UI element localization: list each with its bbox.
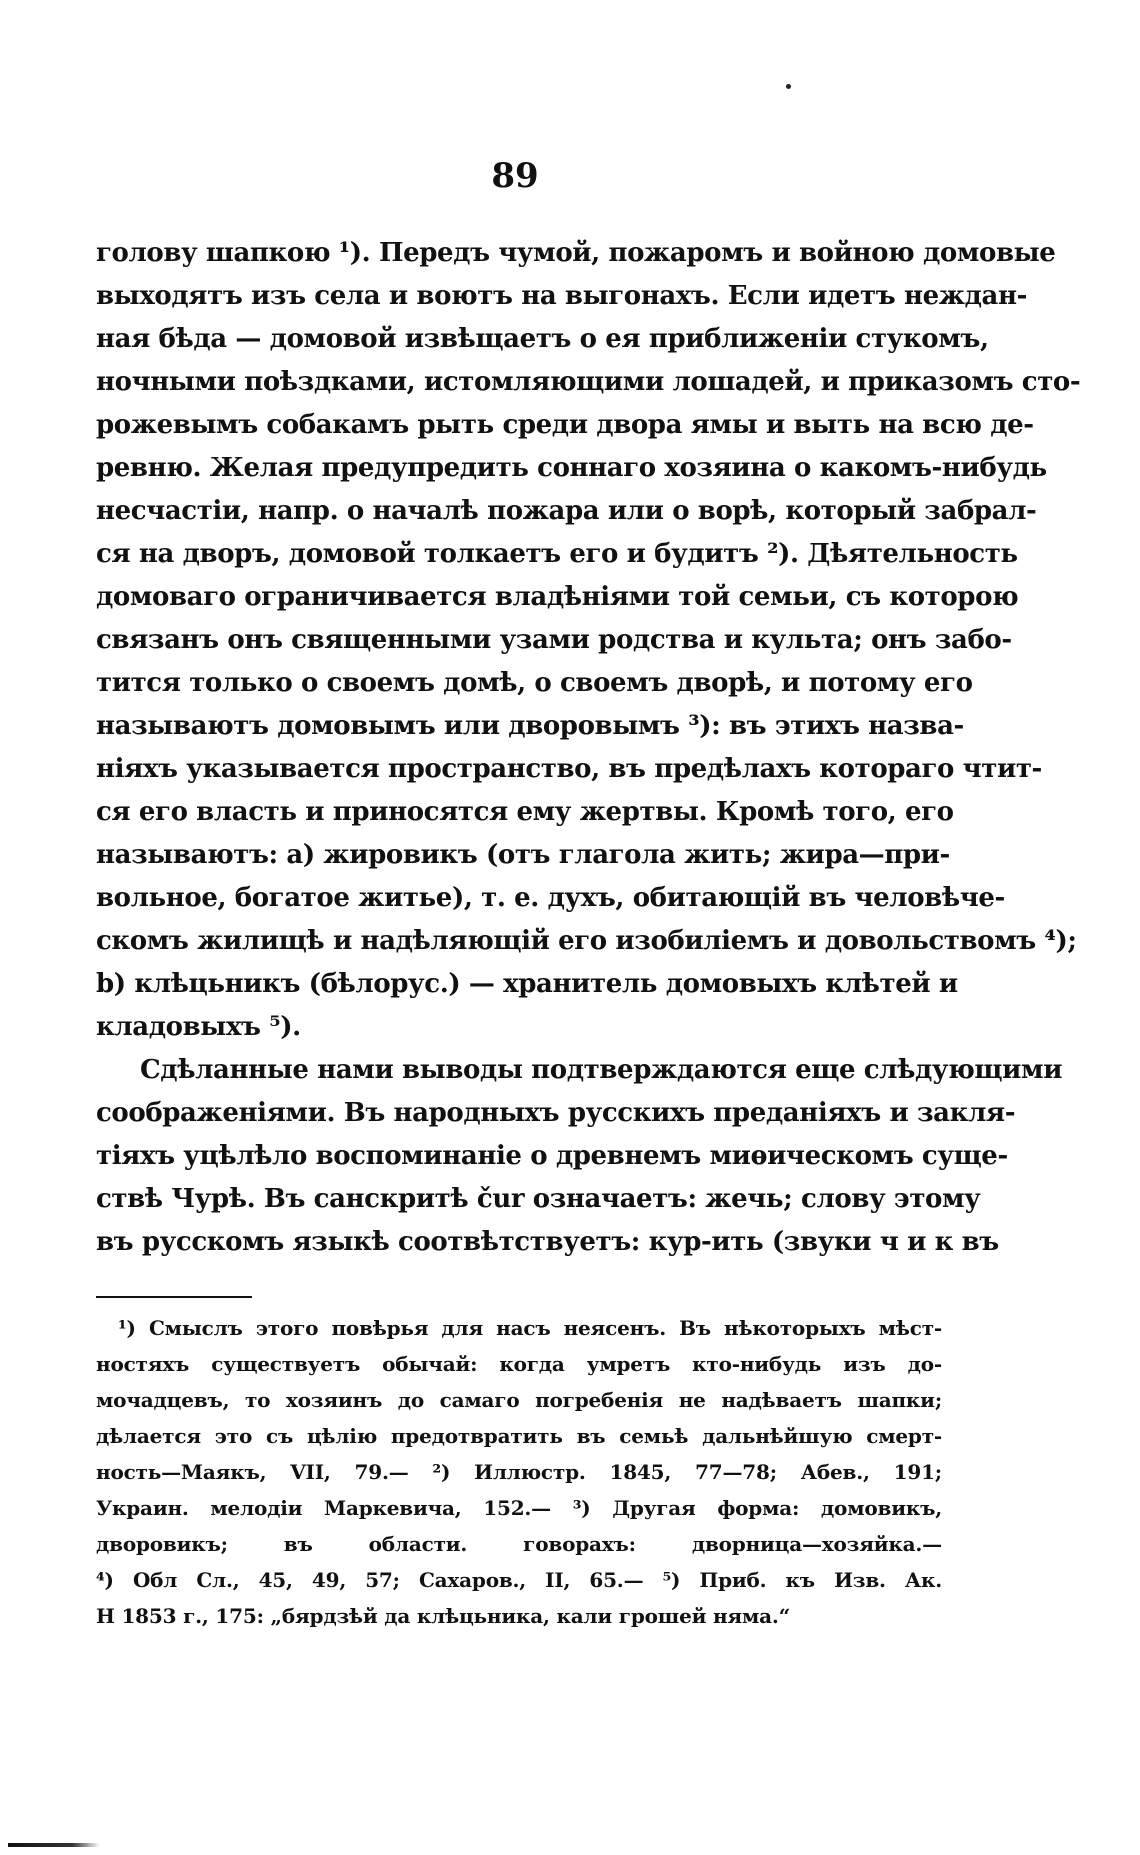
text-line: кладовыхъ ⁵). bbox=[96, 1012, 301, 1042]
footnote-rule bbox=[96, 1296, 252, 1298]
text-line: скомъ жилищѣ и надѣляющій его изобиліемъ и довольствомъ ⁴); bbox=[96, 926, 1077, 956]
footnote-line: дворовикъ; въ области. говорахъ: дворница—хозяйка.— bbox=[96, 1532, 942, 1556]
text-line: выходятъ изъ села и воютъ на выгонахъ. Если идетъ неждан- bbox=[96, 281, 1027, 311]
text-line: ся на дворъ, домовой толкаетъ его и будитъ ²). Дѣятельность bbox=[96, 539, 1018, 569]
text-line: ная бѣда — домовой извѣщаетъ о ея приближеніи стукомъ, bbox=[96, 324, 989, 354]
text-line: называютъ домовымъ или дворовымъ ³): въ этихъ назва- bbox=[96, 711, 964, 741]
main-text bbox=[96, 232, 1081, 1264]
text-line: несчастіи, напр. о началѣ пожара или о ворѣ, который забрал- bbox=[96, 496, 1037, 526]
text-line: рожевымъ собакамъ рыть среди двора ямы и выть на всю де- bbox=[96, 410, 1034, 440]
footnotes bbox=[96, 1310, 942, 1634]
paragraph-line: ствѣ Чурѣ. Въ санскритѣ čur означаетъ: жечь; слову этому bbox=[96, 1184, 981, 1214]
text-line: домоваго ограничивается владѣніями той семьи, съ которою bbox=[96, 582, 1019, 612]
page-number: 89 bbox=[491, 156, 539, 196]
footnote-line: ⁴) Обл Сл., 45, 49, 57; Сахаров., II, 65.— ⁵) Приб. къ Изв. Ак. bbox=[96, 1568, 942, 1592]
footnote-line: ность—Маякъ, VII, 79.— ²) Иллюстр. 1845, 77—78; Абев., 191; bbox=[96, 1460, 942, 1484]
paragraph-line: въ русскомъ языкѣ соотвѣтствуетъ: кур-ить (звуки ч и к въ bbox=[96, 1227, 999, 1257]
text-line: связанъ онъ священными узами родства и культа; онъ забо- bbox=[96, 625, 1012, 655]
scan-edge-mark bbox=[8, 1843, 100, 1847]
text-line: называютъ: а) жировикъ (отъ глагола жить; жира—при- bbox=[96, 840, 950, 870]
text-line: вольное, богатое житье), т. е. духъ, обитающій въ человѣче- bbox=[96, 883, 1005, 913]
paragraph-line: Сдѣланные нами выводы подтверждаются еще слѣдующими bbox=[140, 1055, 1063, 1085]
text-line: ревню. Желая предупредить соннаго хозяина о какомъ-нибудь bbox=[96, 453, 1047, 483]
text-line: ніяхъ указывается пространство, въ предѣлахъ котораго чтит- bbox=[96, 754, 1042, 784]
footnote-line: Украин. мелодіи Маркевича, 152.— ³) Другая форма: домовикъ, bbox=[96, 1496, 942, 1520]
footnote-line: мочадцевъ, то хозяинъ до самаго погребенія не надѣваетъ шапки; bbox=[96, 1388, 942, 1412]
paragraph-line: соображеніями. Въ народныхъ русскихъ преданіяхъ и закля- bbox=[96, 1098, 1016, 1128]
paragraph-line: тіяхъ уцѣлѣло воспоминаніе о древнемъ миѳическомъ суще- bbox=[96, 1141, 1008, 1171]
text-line: ся его власть и приносятся ему жертвы. Кромѣ того, его bbox=[96, 797, 954, 827]
footnote-line: Н 1853 г., 175: „бярдзѣй да клѣцьника, кали грошей няма.“ bbox=[96, 1604, 791, 1628]
text-line: b) клѣцьникъ (бѣлорус.) — хранитель домовыхъ клѣтей и bbox=[96, 969, 958, 999]
text-line: тится только о своемъ домѣ, о своемъ дворѣ, и потому его bbox=[96, 668, 973, 698]
text-line: ночными поѣздками, истомляющими лошадей, и приказомъ сто- bbox=[96, 367, 1081, 397]
text-line: голову шапкою ¹). Передъ чумой, пожаромъ и войною домовые bbox=[96, 238, 1056, 268]
footnote-line: ¹) Смыслъ этого повѣрья для насъ неясенъ. Въ нѣкоторыхъ мѣст- bbox=[118, 1316, 942, 1340]
footnote-line: ностяхъ существуетъ обычай: когда умретъ кто-нибудь изъ до- bbox=[96, 1352, 942, 1376]
page-speck bbox=[786, 84, 791, 89]
footnote-line: дѣлается это съ цѣлію предотвратить въ семьѣ дальнѣйшую смерт- bbox=[96, 1424, 942, 1448]
